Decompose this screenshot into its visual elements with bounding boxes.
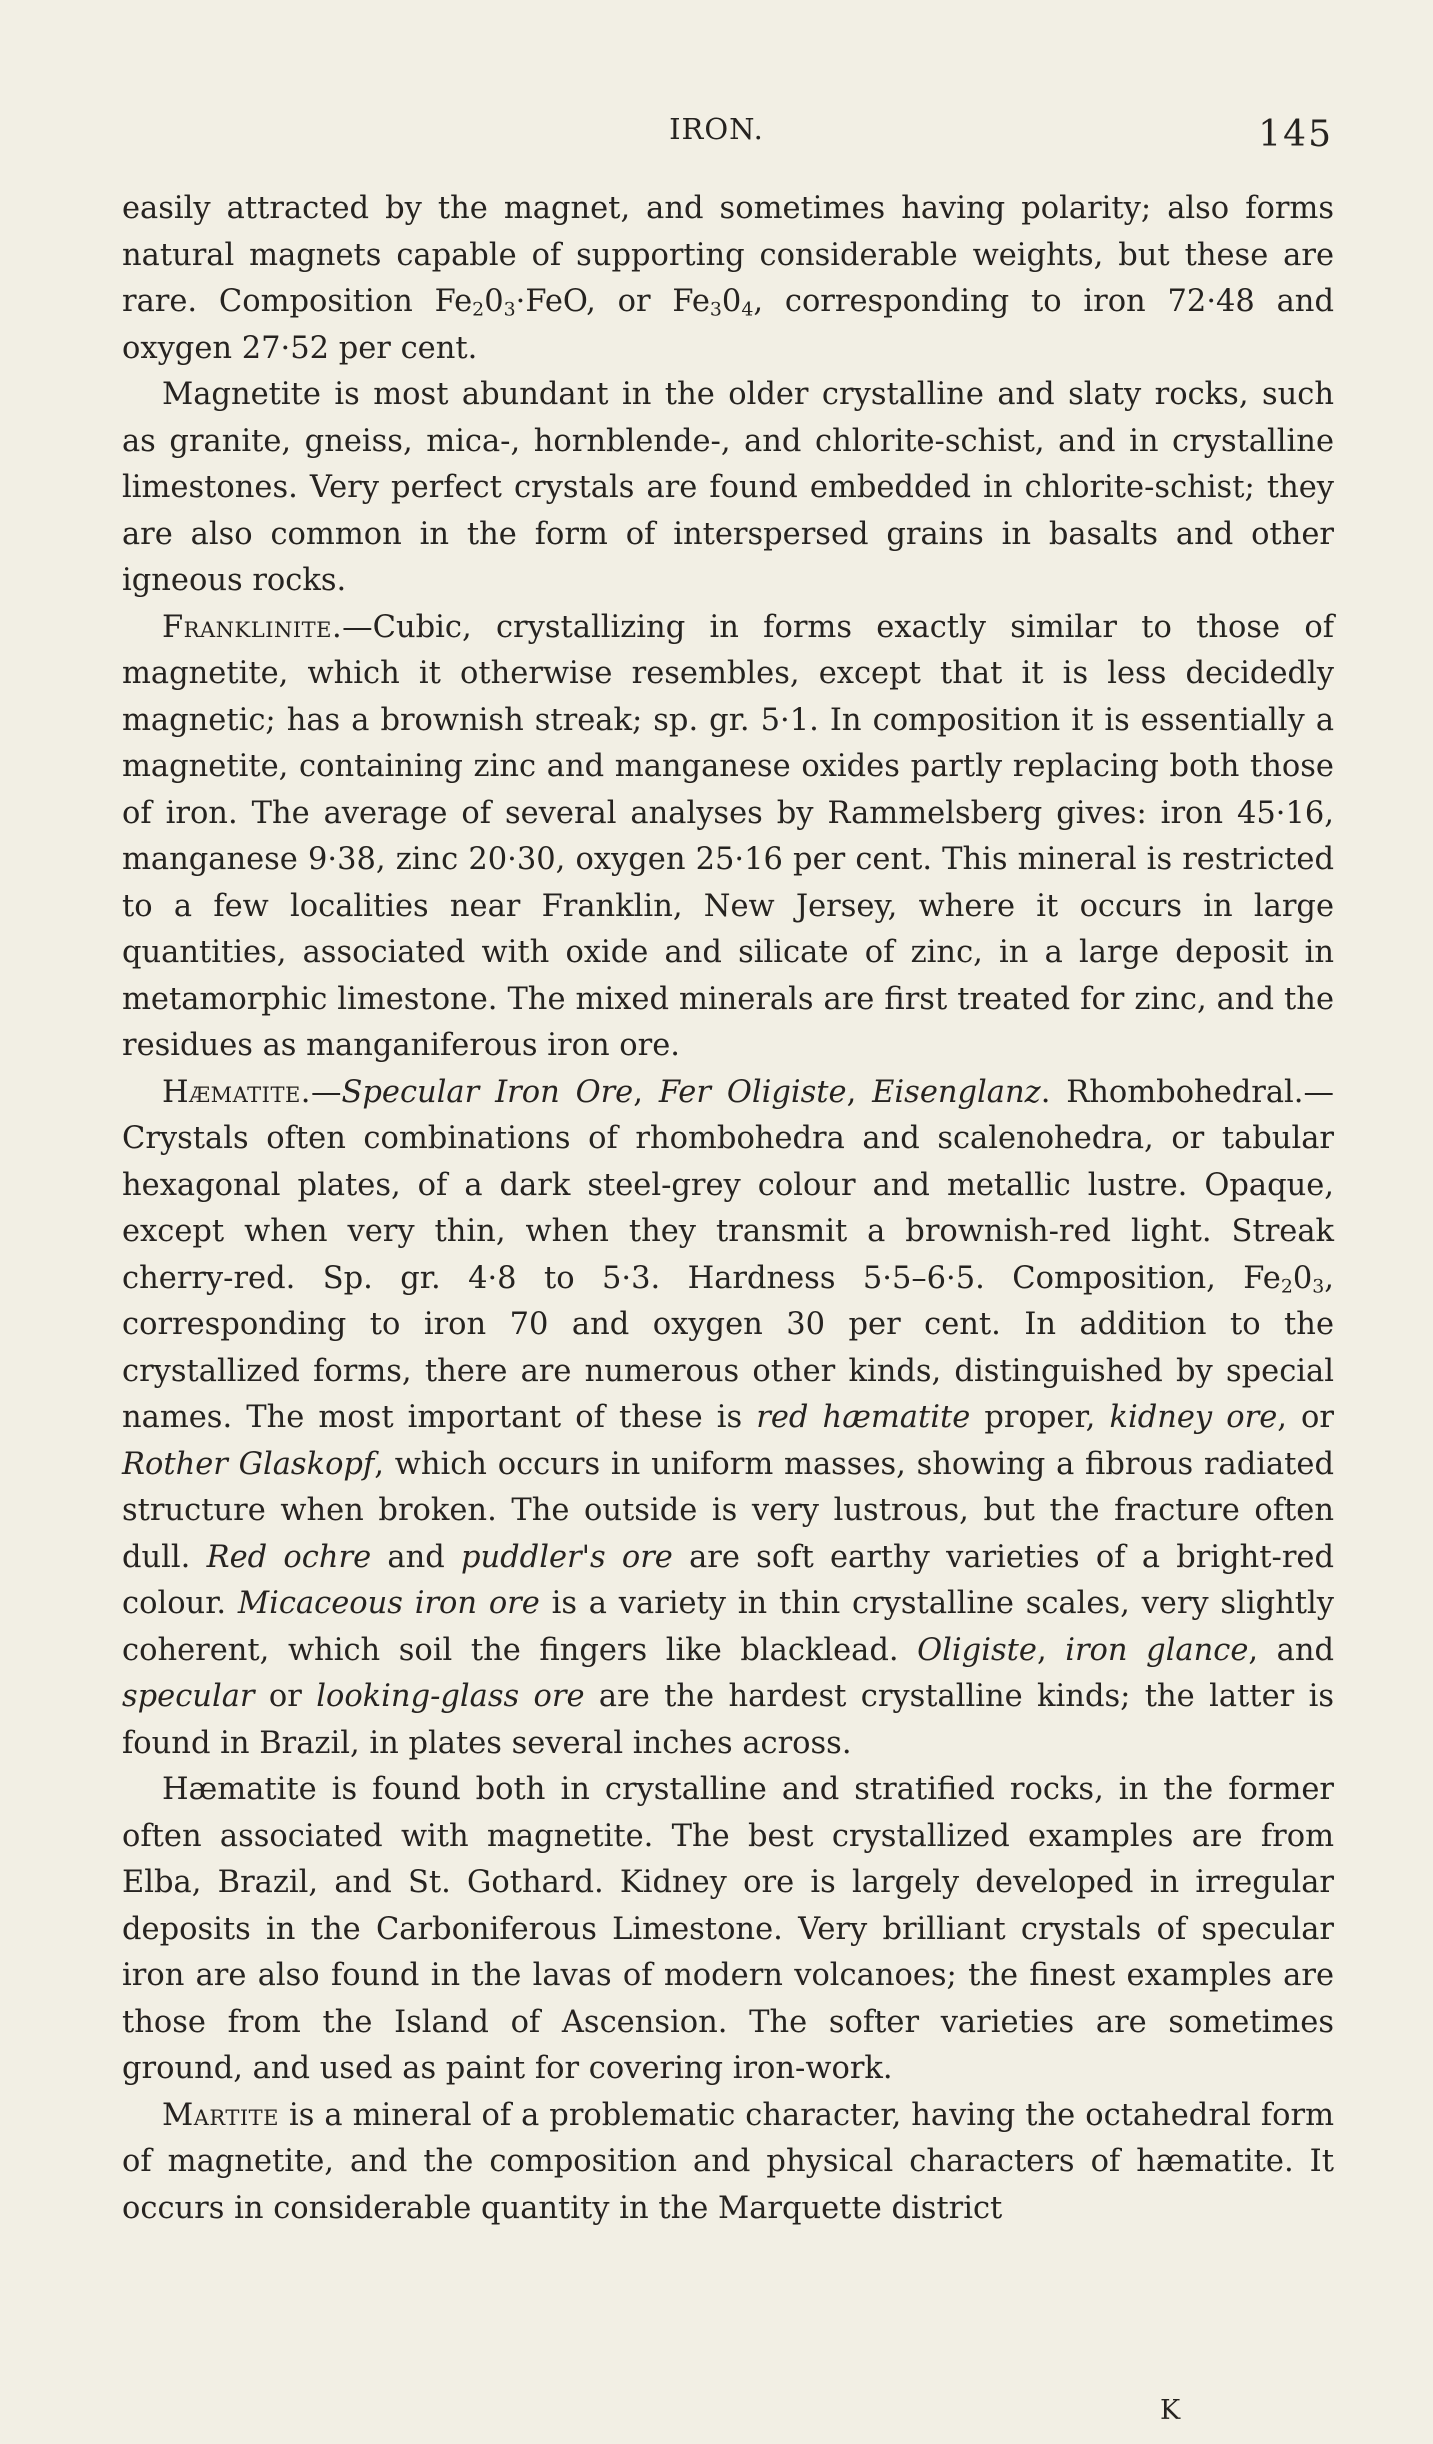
heading-haematite: Hæmatite. [162,1074,311,1110]
paragraph-haematite: Hæmatite.—Specular Iron Ore, Fer Oligiste, Eisenglanz. Rhombohedral.—Crystals often combinations of rhombohedra and scalenohedra, or tabular hexagonal plates, of a dark steel-grey colour and metallic lustre. Opaque, except when very thin, when they transmit a brownish-red light. Streak cherry-red. Sp. gr. 4·8 to 5·3. Hardness 5·5–6·5. Composition, $Fe_20_3$, corresponding to iron 70 and oxygen 30 per cent. In addition to the crystallized forms, there are numerous other kinds, distinguished by special names. The most important of these is red hæmatite proper, kidney ore, or Rother Glaskopf, which occurs in uniform masses, showing a fibrous radiated structure when broken. The outside is very lustrous, but the fracture often dull. Red ochre and puddler's ore are soft earthy varieties of a bright-red colour. Micaceous iron ore is a variety in thin crystalline scales, very slightly coherent, which soil the fingers like blacklead. Oligiste, iron glance, and specular or looking-glass ore are the hardest crystalline kinds; the latter is found in Brazil, in plates several inches across. [122,1074,1334,1761]
heading-franklinite: Franklinite. [162,609,343,645]
paragraph-franklinite: Franklinite.—Cubic, crystallizing in forms exactly similar to those of magnetite, which it otherwise resembles, except that it is less decidedly magnetic; has a brownish streak; sp. gr. 5·1. In composition it is essentially a magnetite, containing zinc and manganese oxides partly replacing both those of iron. The average of several analyses by Rammelsberg gives: iron 45·16, manganese 9·38, zinc 20·30, oxygen 25·16 per cent. This mineral is restricted to a few localities near Franklin, New Jersey, where it occurs in large quantities, associated with oxide and silicate of zinc, in a large deposit in metamorphic limestone. The mixed minerals are first treated for zinc, and the residues as manganiferous iron ore. [122,609,1334,1063]
heading-martite: Martite [162,2097,279,2133]
page-header [0,112,1433,162]
paragraph-magnetite-continued: easily attracted by the magnet, and sometimes having polarity; also forms natural magnets capable of supporting considerable weights, but these are rare. Composition $Fe_20_3\cdot FeO$, or $Fe_30_4$, corresponding to iron 72·48 and oxygen 27·52 per cent. [122,191,1334,366]
paragraph-haematite-occurrence: Hæmatite is found both in crystalline and stratified rocks, in the former often associated with magnetite. The best crystallized examples are from Elba, Brazil, and St. Gothard. Kidney ore is largely developed in irregular deposits in the Carboniferous Limestone. Very brilliant crystals of specular iron are also found in the lavas of modern volcanoes; the finest examples are those from the Island of Ascension. The softer varieties are sometimes ground, and used as paint for covering iron-work. [122,1772,1334,2086]
page-number: 145 [1258,114,1333,155]
running-title: IRON. [669,112,764,146]
paragraph-martite: Martite is a mineral of a problematic character, having the octahedral form of magnetite, and the composition and physical characters of hæmatite. It occurs in considerable quantity in the Marquette district [122,2097,1334,2226]
signature-mark: K [1160,2395,1181,2426]
body-text [122,186,1334,2232]
paragraph-magnetite-occurrence: Magnetite is most abundant in the older crystalline and slaty rocks, such as granite, gneiss, mica-, hornblende-, and chlorite-schist, and in crystalline limestones. Very perfect crystals are found embedded in chlorite-schist; they are also common in the form of interspersed grains in basalts and other igneous rocks. [122,377,1334,598]
